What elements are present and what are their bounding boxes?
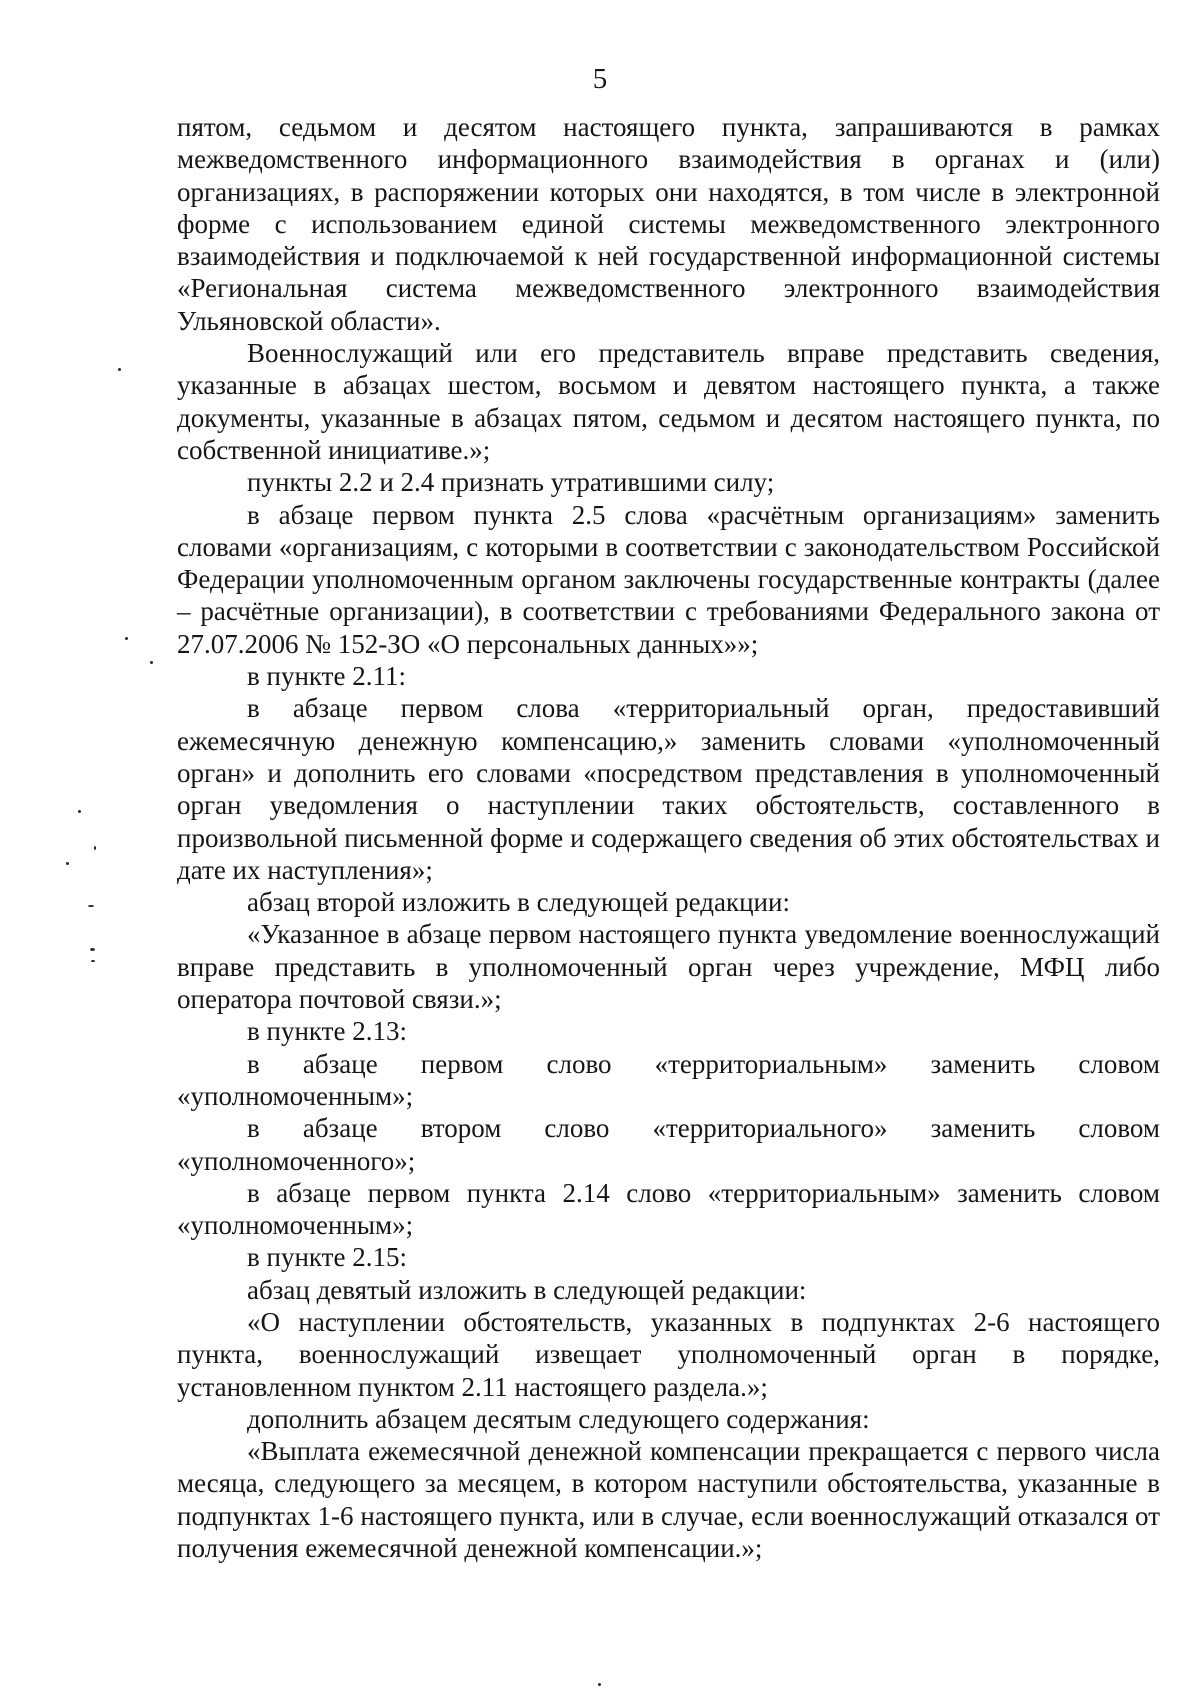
paragraph: в абзаце первом слово «территориальным» заменить словом «уполномоченным»;	[177, 1048, 1160, 1111]
paragraph-continuation: пятом, седьмом и десятом настоящего пункта, запрашиваются в рамках межведомственного информационного взаимодействия в органах и (или) организациях, в распоряжении которых они находятся, в том числе в электронной форме с использованием единой системы межведомственного электронного взаимодействия и подключаемой к ней государственной информационной системы «Региональная система межведомственного электронного взаимодействия Ульяновской области».	[177, 112, 1160, 336]
paragraph: в абзаце первом пункта 2.14 слово «территориальным» заменить словом «уполномоченным»;	[177, 1177, 1160, 1241]
scan-speck	[598, 1683, 601, 1686]
scan-speck	[118, 368, 121, 371]
paragraph: пункты 2.2 и 2.4 признать утратившими силу;	[247, 467, 775, 498]
paragraph: в пункте 2.11:	[247, 661, 406, 692]
paragraph: «О наступлении обстоятельств, указанных в подпунктах 2-6 настоящего пункта, военнослужащий извещает уполномоченный орган в порядке, установленном пунктом 2.11 настоящего раздела.»;	[177, 1306, 1160, 1402]
scan-speck	[90, 948, 95, 951]
paragraph: «Выплата ежемесячной денежной компенсации прекращается с первого числа месяца, следующего за месяцем, в котором наступили обстоятельства, указанные в подпунктах 1-6 настоящего пункта, или в случае, если военнослужащий отказался от получения ежемесячной денежной компенсации.»;	[177, 1436, 1160, 1564]
scan-speck	[88, 905, 94, 907]
scan-speck	[125, 637, 128, 640]
paragraph: Военнослужащий или его представитель вправе представить сведения, указанные в абзацах шестом, восьмом и девятом настоящего пункта, а также документы, указанные в абзацах пятом, седьмом и десятом настоящего пункта, по собственной инициативе.»;	[177, 338, 1160, 465]
paragraph: в пункте 2.15:	[247, 1242, 407, 1273]
paragraph: в абзаце первом пункта 2.5 слова «расчётным организациям» заменить словами «организациям, с которыми в соответствии с законодательством Российской Федерации уполномоченным органом заключены государственные контракты (далее – расчётные организации), в соответствии с требованиями Федерального закона от 27.07.2006 № 152-ЗО «О персональных данных»»;	[177, 499, 1160, 659]
page-number: 5	[592, 63, 608, 95]
paragraph: в абзаце первом слова «территориальный орган, предоставивший ежемесячную денежную компенсацию,» заменить словами «уполномоченный орган» и дополнить его словами «посредством представления в уполномоченный орган уведомления о наступлении таких обстоятельств, составленного в произвольной письменной форме и содержащего сведения об этих обстоятельствах и дате их наступления»;	[177, 693, 1160, 885]
paragraph: дополнить абзацем десятым следующего содержания:	[247, 1403, 870, 1434]
scan-speck	[150, 661, 153, 664]
scan-speck	[78, 810, 81, 813]
scan-speck	[94, 846, 96, 850]
paragraph: абзац девятый изложить в следующей редакции:	[247, 1274, 807, 1305]
paragraph: в пункте 2.13:	[247, 1016, 407, 1047]
scan-speck	[66, 862, 69, 865]
paragraph: абзац второй изложить в следующей редакции:	[247, 887, 790, 918]
scan-speck	[91, 960, 95, 962]
paragraph: в абзаце втором слово «территориального» заменить словом «уполномоченного»;	[177, 1113, 1160, 1176]
paragraph: «Указанное в абзаце первом настоящего пункта уведомление военнослужащий вправе представить в уполномоченный орган через учреждение, МФЦ либо оператора почтовой связи.»;	[177, 919, 1160, 1015]
document-body	[177, 111, 1160, 1564]
